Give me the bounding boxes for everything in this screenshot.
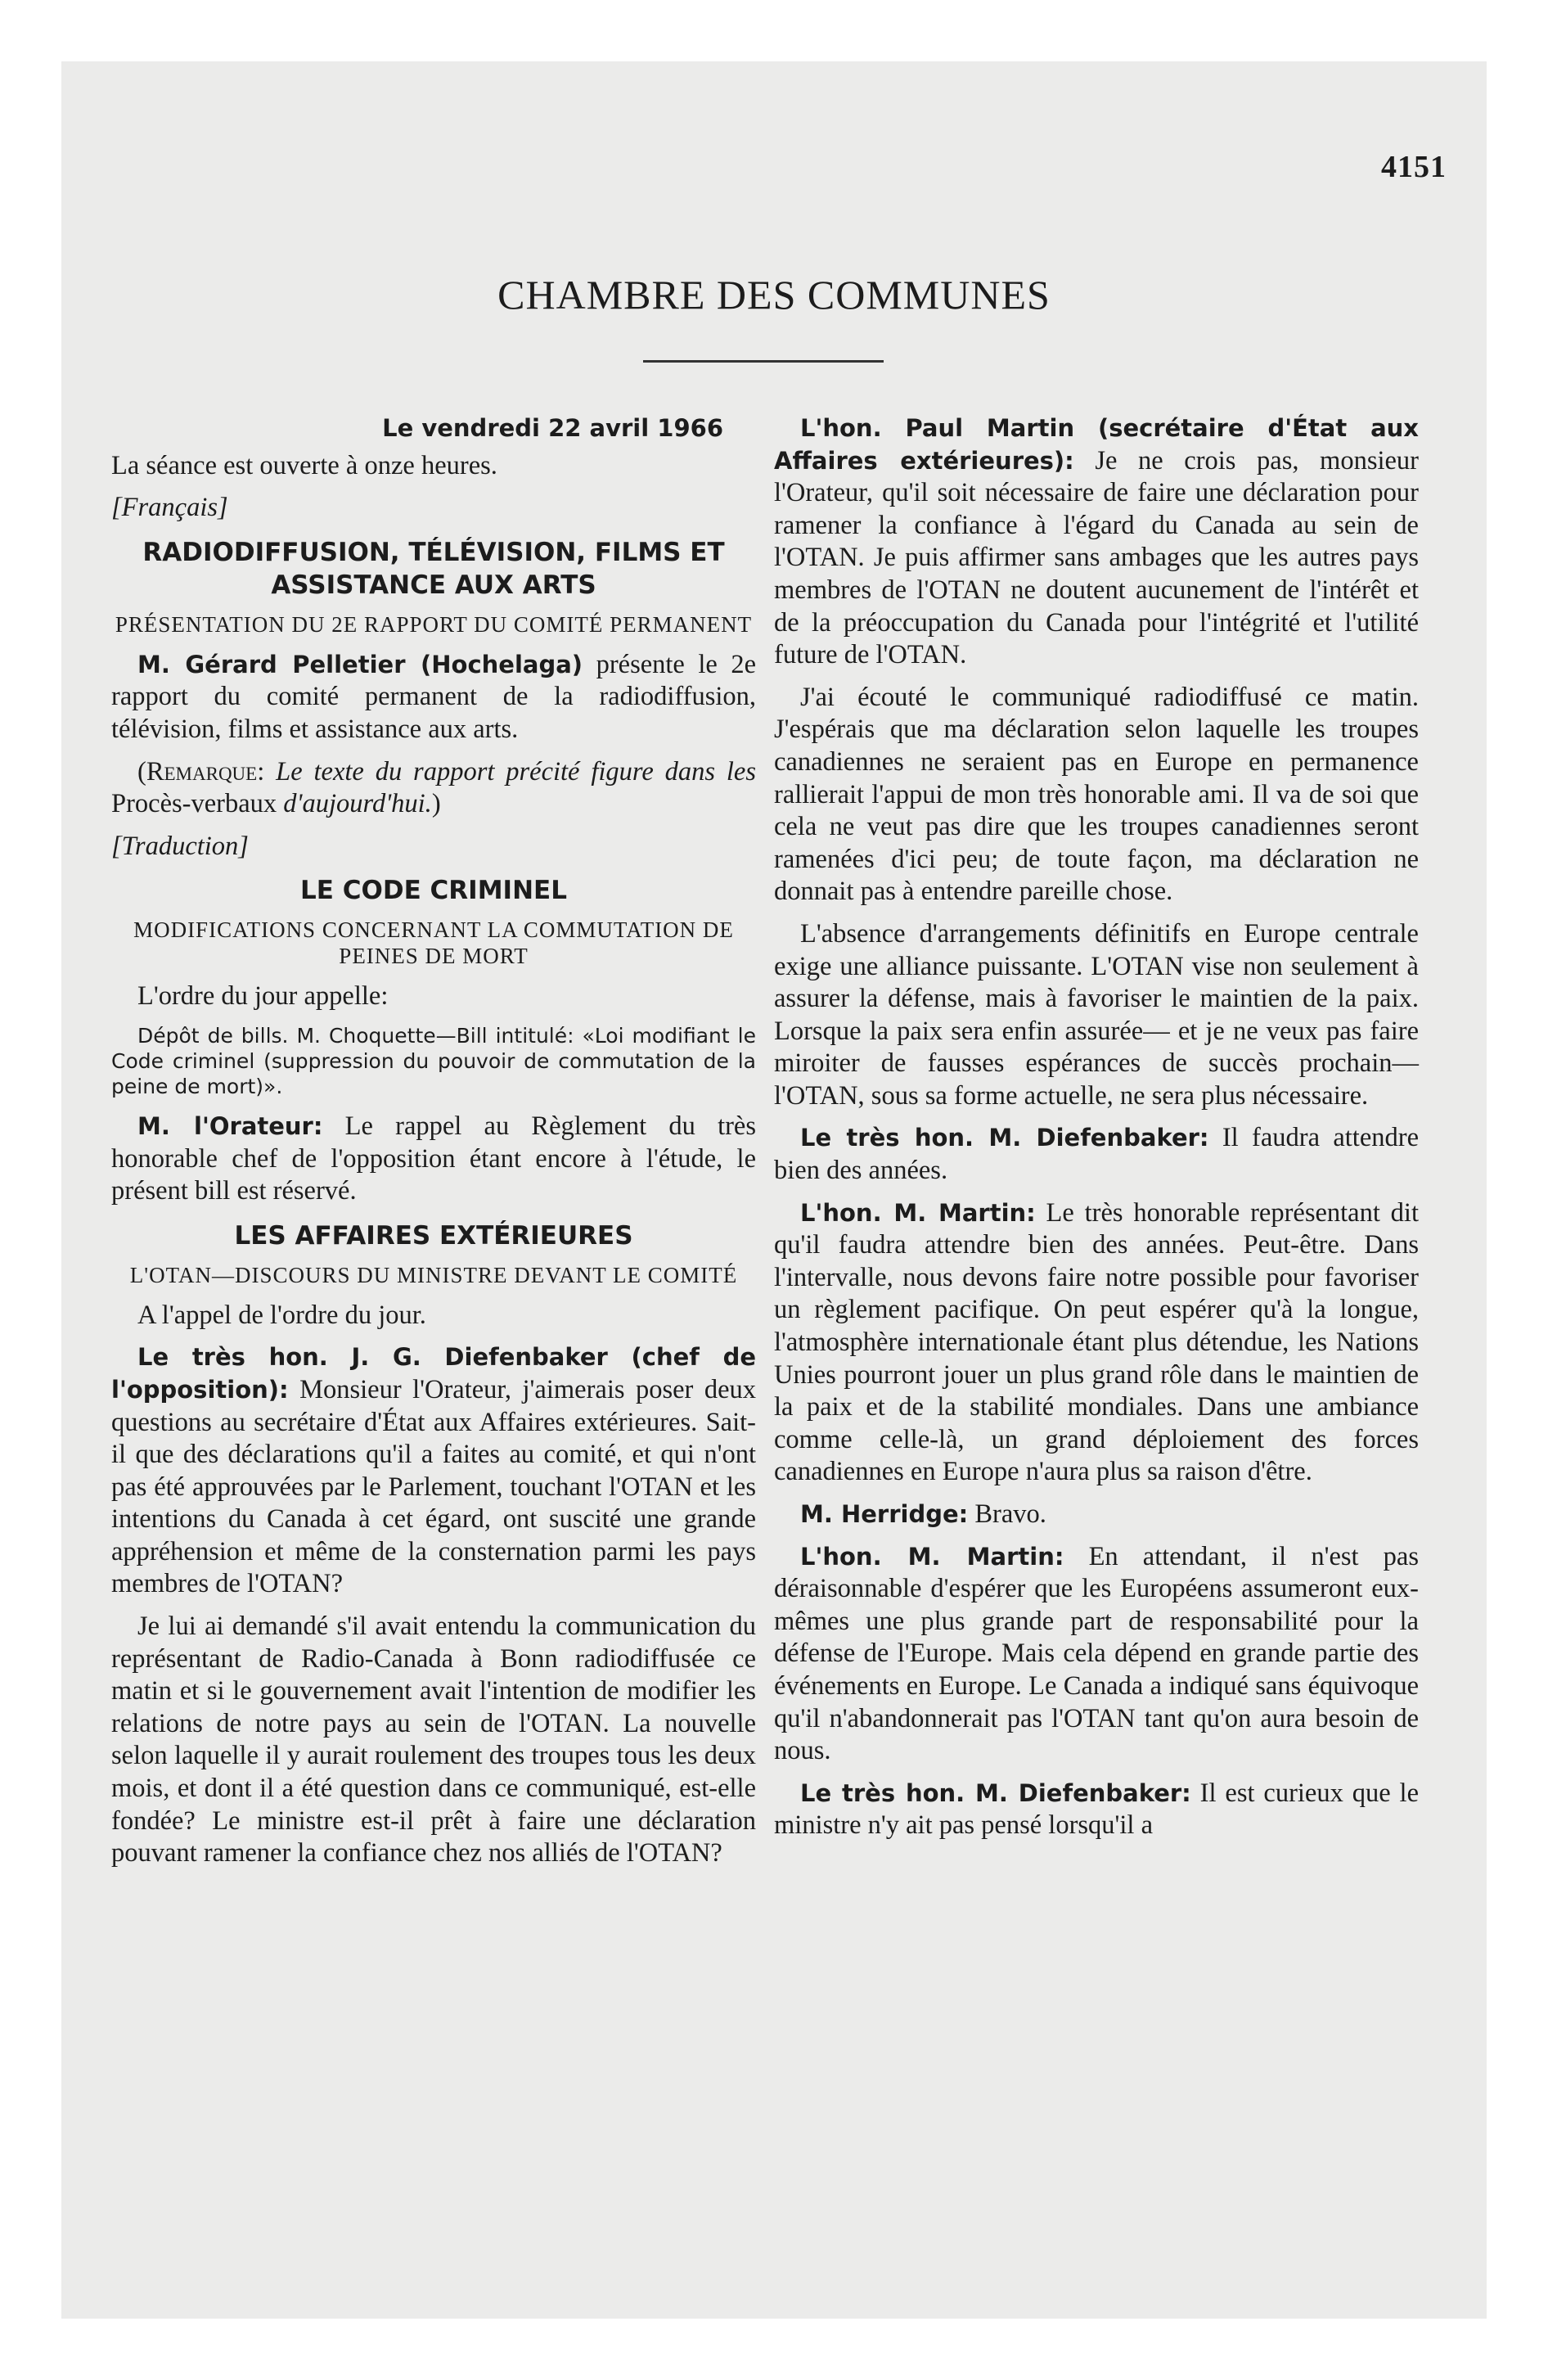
- text-martin-1: Je ne crois pas, monsieur l'Orateur, qu'il soit nécessaire de faire une déclaration pour ramener la confiance à l'égard du Canada au sein de l'OTAN. Je puis affirmer sans ambages que les autres pays membres de l'OTAN ne doutent aucunement de l'intérêt et de la préoccupation du Canada pour l'intégrité et l'utilité future de l'OTAN.: [774, 445, 1419, 670]
- paragraph-orateur: [111, 1111, 756, 1208]
- language-tag-french: [Français]: [111, 493, 228, 523]
- title-rule: [643, 360, 884, 363]
- speaker-martin-2: L'hon. M. Martin:: [800, 1198, 1036, 1227]
- text-pelletier: présente le 2e rapport du comité permanent de la radiodiffusion, télévision, films et assistance aux arts.: [111, 649, 757, 744]
- text-herridge: Bravo.: [968, 1499, 1046, 1529]
- subheading-commutation: MODIFICATIONS CONCERNANT LA COMMUTATION DE PEINES DE MORT: [133, 917, 734, 969]
- speaker-martin-3: L'hon. M. Martin:: [800, 1542, 1064, 1571]
- subheading-otan: L'OTAN—DISCOURS DU MINISTRE DEVANT LE COMITÉ: [129, 1262, 738, 1287]
- paragraph-remarque: [111, 756, 756, 821]
- ordre-du-jour: L'ordre du jour appelle:: [137, 981, 389, 1012]
- paragraph-herridge: [774, 1499, 1419, 1531]
- heading-code-criminel: LE CODE CRIMINEL: [300, 876, 567, 906]
- speaker-diefenbaker-2: Le très hon. M. Diefenbaker:: [800, 1124, 1209, 1152]
- speaker-orateur: M. l'Orateur:: [137, 1111, 323, 1140]
- paragraph-pelletier: [111, 649, 756, 746]
- speaker-martin-1: L'hon. Paul Martin (secrétaire d'État aux Affaires extérieures):: [774, 414, 1419, 475]
- remarque-date: d'aujourd'hui.: [277, 789, 432, 819]
- paragraph-diefenbaker-1b: Je lui ai demandé s'il avait entendu la communication du représentant de Radio-Canada à Bonn radiodiffusée ce matin et si le gouvernement avait l'intention de modifier les relations de notre pays au sein de l'OTAN. La nouvelle selon laquelle il y aurait roulement des troupes tous les deux mois, et dont il a été question dans ce communiqué, est-elle fondée? Le ministre est-il prêt à faire une déclaration pouvant ramener la confiance chez nos alliés de l'OTAN?: [111, 1611, 756, 1868]
- right-column: [774, 412, 1419, 1852]
- text-diefenbaker-1: Monsieur l'Orateur, j'aimerais poser deux questions au secrétaire d'État aux Affaires extérieures. Sait-il que des déclarations qu'il a faites au comité, et qui n'ont pas été approuvées par le Parlement, touchant l'OTAN et les intentions du Canada à cet égard, ont suscité une grande appréhension et même de la consternation parmi les pays membres de l'OTAN?: [111, 1374, 756, 1599]
- left-column: [111, 412, 756, 1880]
- subheading-rapport: PRÉSENTATION DU 2E RAPPORT DU COMITÉ PERMANENT: [115, 611, 753, 637]
- paragraph-martin-2: [774, 1197, 1419, 1489]
- paragraph-diefenbaker-2: [774, 1122, 1419, 1187]
- speaker-diefenbaker-1: Le très hon. J. G. Diefenbaker (chef de l'opposition):: [111, 1343, 756, 1404]
- text-orateur: Le rappel au Règlement du très honorable chef de l'opposition étant encore à l'étude, le présent bill est réservé.: [111, 1111, 757, 1206]
- appel-ordre: A l'appel de l'ordre du jour.: [137, 1300, 426, 1330]
- page-title: CHAMBRE DES COMMUNES: [497, 272, 1051, 318]
- heading-affaires-exterieures: LES AFFAIRES EXTÉRIEURES: [234, 1220, 633, 1251]
- remarque-pv: Procès-verbaux: [111, 789, 277, 819]
- opening-line: La séance est ouverte à onze heures.: [111, 450, 497, 480]
- depot-de-bills: Dépôt de bills. M. Choquette—Bill intitulé: «Loi modifiant le Code criminel (suppression du pouvoir de commutation de la peine de mort)».: [111, 1023, 756, 1098]
- speaker-diefenbaker-3: Le très hon. M. Diefenbaker:: [800, 1778, 1191, 1807]
- sitting-date: Le vendredi 22 avril 1966: [382, 414, 723, 442]
- paragraph-diefenbaker-1: [111, 1341, 756, 1601]
- heading-radiodiffusion: RADIODIFFUSION, TÉLÉVISION, FILMS ET ASSISTANCE AUX ARTS: [142, 537, 725, 600]
- language-tag-translation: [Traduction]: [111, 831, 249, 861]
- paragraph-martin-1c: L'absence d'arrangements définitifs en Europe centrale exige une alliance puissante. L'OTAN vise non seulement à assurer la défense, mais à favoriser le maintien de la paix. Lorsque la paix sera enfin assurée— et je ne veux pas faire miroiter de fausses espérances de succès prochain—l'OTAN, sous sa forme actuelle, ne sera plus nécessaire.: [774, 918, 1419, 1111]
- paragraph-martin-3: [774, 1541, 1419, 1768]
- page-number: 4151: [1381, 150, 1447, 184]
- paragraph-martin-1b: J'ai écouté le communiqué radiodiffusé ce matin. J'espérais que ma déclaration selon laquelle les troupes canadiennes ne seraient pas en Europe en permanence rallierait l'appui de mon très honorable ami. Il va de soi que cela ne veut pas dire que les troupes canadiennes seront ramenées d'ici peu; de toute façon, ma déclaration ne donnait pas à entendre pareille chose.: [774, 682, 1419, 907]
- paragraph-martin-1: [774, 412, 1419, 672]
- remarque-open: (Remarque:: [137, 756, 277, 787]
- text-diefenbaker-3: Il est curieux que le ministre n'y ait pas pensé lorsqu'il a: [774, 1778, 1420, 1841]
- speaker-pelletier: M. Gérard Pelletier (Hochelaga): [137, 650, 583, 678]
- paragraph-diefenbaker-3: [774, 1778, 1419, 1842]
- text-martin-3: En attendant, il n'est pas déraisonnable d'espérer que les Européens assumeront eux-mêmes une plus grande part de responsabilité pour la défense de l'Europe. Mais cela dépend en grande partie des événements en Europe. Le Canada a indiqué sans équivoque qu'il n'abandonnerait pas l'OTAN tant qu'on aura besoin de nous.: [774, 1541, 1419, 1766]
- remarque-close: ): [431, 789, 441, 819]
- remarque-text: Le texte du rapport précité figure dans les: [276, 756, 756, 787]
- speaker-herridge: M. Herridge:: [800, 1500, 969, 1528]
- text-martin-2: Le très honorable représentant dit qu'il faudra attendre bien des années. Peut-être. Dans l'intervalle, nous devons faire notre possible pour favoriser un règlement pacifique. On peut espérer qu'à la longue, l'atmosphère internationale étant plus détendue, les Nations Unies pourront jouer un plus grand rôle dans le maintien de la paix et de la stabilité mondiales. Dans une ambiance comme celle-là, un grand déploiement des forces canadiennes en Europe n'aura plus sa raison d'être.: [774, 1197, 1419, 1487]
- text-diefenbaker-2: Il faudra attendre bien des années.: [774, 1123, 1419, 1186]
